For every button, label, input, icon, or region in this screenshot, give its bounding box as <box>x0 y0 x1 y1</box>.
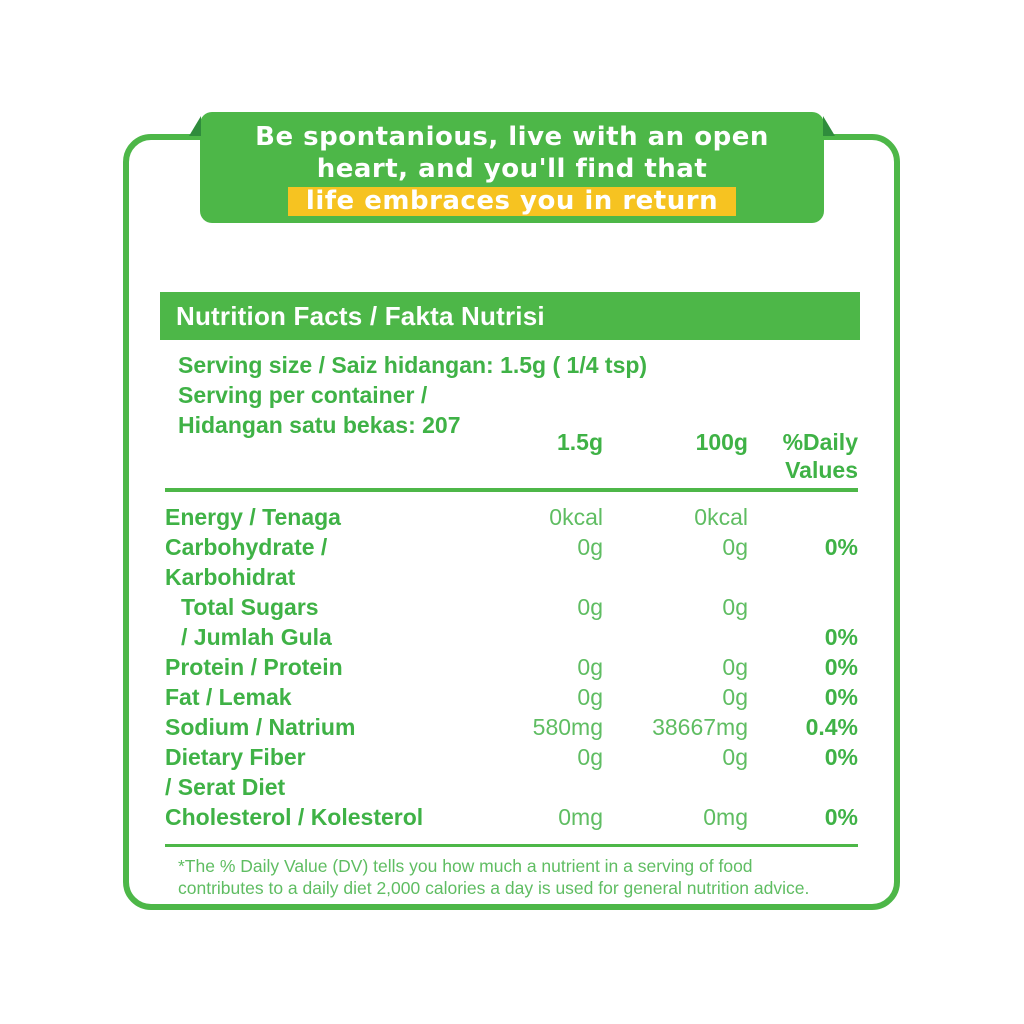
row-dv-protein: 0% <box>824 654 858 680</box>
row-value-sodium-100g: 38667mg <box>652 714 748 740</box>
row-dv-empty <box>748 592 858 622</box>
nutrient-table-column-headers <box>165 428 858 484</box>
row-value-empty <box>603 562 748 592</box>
nutrition-facts-header-bar <box>160 292 860 340</box>
row-value-total-sugars-100g: 0g <box>722 594 748 620</box>
row-dv-total-sugars: 0% <box>824 624 858 650</box>
nutrition-label-card <box>123 134 900 910</box>
row-value-total-sugars-serving: 0g <box>577 594 603 620</box>
row-label-cholesterol: Cholesterol / Kolesterol <box>165 804 424 830</box>
row-dv-cholesterol: 0% <box>824 804 858 830</box>
row-label-dietary-fiber: Dietary Fiber <box>165 744 306 770</box>
row-value-carbohydrate-serving: 0g <box>577 534 603 560</box>
row-value-cholesterol-100g: 0mg <box>703 804 748 830</box>
column-header-per-100g: 100g <box>695 429 748 455</box>
row-value-dietary-fiber-100g: 0g <box>722 744 748 770</box>
row-label-energy: Energy / Tenaga <box>165 504 341 530</box>
row-label-total-sugars: Total Sugars <box>181 594 319 620</box>
row-label-protein: Protein / Protein <box>165 654 343 680</box>
quote-line-3-highlighted: life embraces you in return <box>288 187 736 216</box>
daily-value-footnote <box>165 855 858 899</box>
nutrition-facts-title: Nutrition Facts / Fakta Nutrisi <box>176 300 545 331</box>
row-value-fat-100g: 0g <box>722 684 748 710</box>
row-value-protein-100g: 0g <box>722 654 748 680</box>
row-dv-carbohydrate: 0% <box>824 534 858 560</box>
row-value-protein-serving: 0g <box>577 654 603 680</box>
footnote-line-1: *The % Daily Value (DV) tells you how much a nutrient in a serving of food <box>178 856 753 876</box>
row-label-total-sugars-malay: / Jumlah Gula <box>181 624 332 650</box>
row-dv-dietary-fiber: 0% <box>824 744 858 770</box>
row-value-empty <box>603 772 748 802</box>
row-value-sodium-serving: 580mg <box>532 714 603 740</box>
ribbon-fold-left-decoration <box>189 116 201 136</box>
quote-line-2: heart, and you'll find that <box>316 154 708 184</box>
row-value-energy-100g: 0kcal <box>694 504 748 530</box>
serving-info <box>178 350 647 440</box>
row-value-fat-serving: 0g <box>577 684 603 710</box>
quote-ribbon-banner <box>200 112 824 223</box>
row-dv-fat: 0% <box>824 684 858 710</box>
row-value-energy-serving: 0kcal <box>549 504 603 530</box>
column-header-daily-values <box>748 428 858 484</box>
row-value-empty <box>498 622 603 652</box>
quote-line-1: Be spontanious, live with an open <box>255 122 769 152</box>
row-value-empty <box>603 622 748 652</box>
table-bottom-rule <box>165 844 858 847</box>
row-label-carbohydrate: Carbohydrate / <box>165 534 328 560</box>
ribbon-fold-right-decoration <box>823 116 835 136</box>
footnote-line-2: contributes to a daily diet 2,000 calories a day is used for general nutrition advice. <box>178 878 810 898</box>
nutrient-rows <box>165 502 858 832</box>
row-dv-empty <box>748 562 858 592</box>
column-header-per-serving: 1.5g <box>556 429 603 455</box>
serving-count-line: Hidangan satu bekas: 207 <box>178 412 461 438</box>
row-value-empty <box>498 772 603 802</box>
column-header-daily-line1: %Daily <box>782 429 858 455</box>
row-label-dietary-fiber-malay: / Serat Diet <box>165 774 286 800</box>
column-header-daily-line2: Values <box>785 457 858 483</box>
row-dv-empty <box>748 772 858 802</box>
row-label-carbohydrate-malay: Karbohidrat <box>165 564 296 590</box>
row-value-empty <box>498 562 603 592</box>
column-header-spacer <box>165 428 498 484</box>
serving-size-line: Serving size / Saiz hidangan: 1.5g ( 1/4 tsp) <box>178 352 648 378</box>
serving-per-container-line: Serving per container / <box>178 382 428 408</box>
row-value-dietary-fiber-serving: 0g <box>577 744 603 770</box>
row-label-fat: Fat / Lemak <box>165 684 292 710</box>
nutrient-table <box>165 428 858 899</box>
table-top-rule <box>165 488 858 492</box>
row-dv-energy <box>748 502 858 532</box>
row-value-cholesterol-serving: 0mg <box>558 804 603 830</box>
row-label-sodium: Sodium / Natrium <box>165 714 356 740</box>
row-value-carbohydrate-100g: 0g <box>722 534 748 560</box>
row-dv-sodium: 0.4% <box>805 714 858 740</box>
